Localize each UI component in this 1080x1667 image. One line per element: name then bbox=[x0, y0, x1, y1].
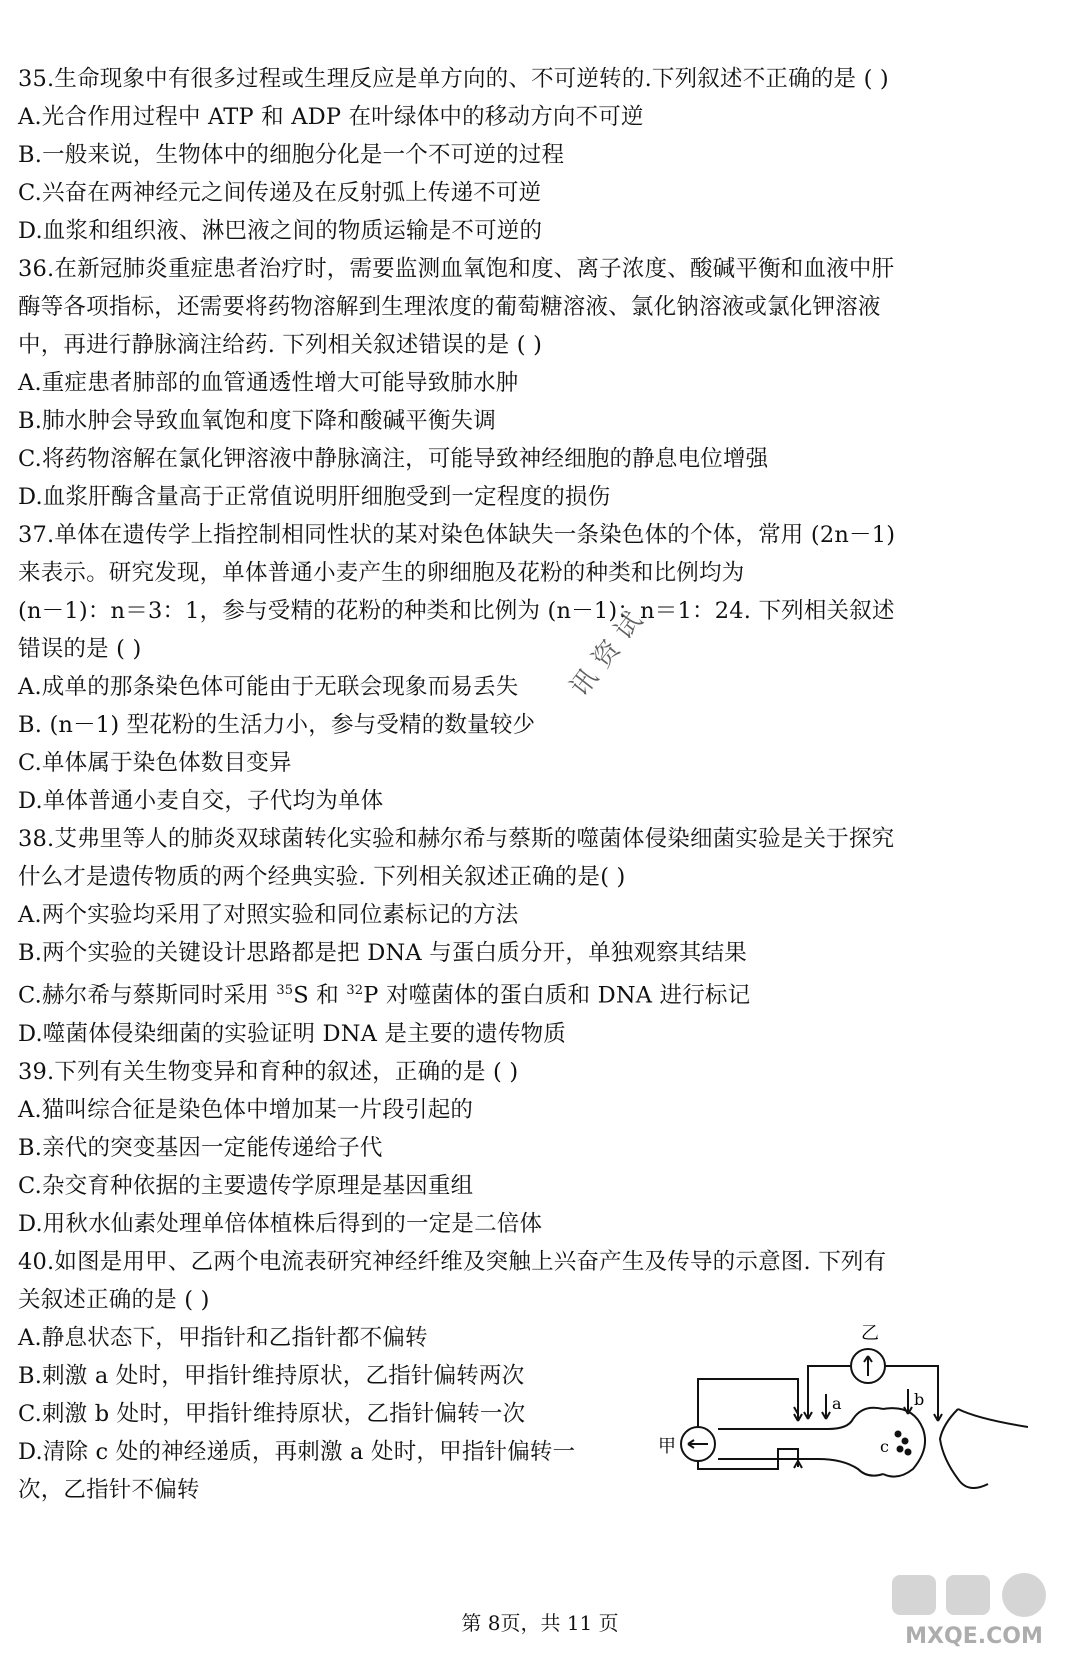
question-38-stem-line-2: 什么才是遗传物质的两个经典实验. 下列相关叙述正确的是( ) bbox=[18, 864, 626, 890]
postsynaptic-membrane bbox=[940, 1409, 988, 1488]
synaptic-vesicle bbox=[897, 1445, 904, 1452]
question-36 bbox=[18, 250, 1058, 516]
question-38-option-c bbox=[18, 972, 1058, 1015]
stimulus-a-arrow-icon bbox=[822, 1394, 830, 1419]
question-38-option-d: D.噬菌体侵染细菌的实验证明 DNA 是主要的遗传物质 bbox=[18, 1020, 567, 1047]
label-yi: 乙 bbox=[861, 1322, 879, 1344]
synaptic-vesicle bbox=[902, 1437, 909, 1444]
question-38-option-c-part-1: C.赫尔希与蔡斯同时采用 bbox=[18, 982, 277, 1009]
question-39-option-d: D.用秋水仙素处理单倍体植株后得到的一定是二倍体 bbox=[18, 1210, 543, 1237]
site-logo-text: MXQE.COM bbox=[905, 1624, 1043, 1649]
stimulus-b-arrow-icon bbox=[904, 1389, 912, 1414]
site-logo bbox=[884, 1571, 1064, 1651]
isotope-phosphorus-mass: 32 bbox=[346, 983, 364, 998]
question-36-option-d: D.血浆肝酶含量高于正常值说明肝细胞受到一定程度的损伤 bbox=[18, 484, 611, 510]
question-40-option-d-line-1: D.清除 c 处的神经递质，再刺激 a 处时，甲指针偏转一 bbox=[18, 1438, 576, 1465]
question-40-option-c: C.刺激 b 处时，甲指针维持原状，乙指针偏转一次 bbox=[18, 1400, 526, 1427]
question-40-options bbox=[18, 1319, 628, 1509]
question-35-option-a: A.光合作用过程中 ATP 和 ADP 在叶绿体中的移动方向不可逆 bbox=[18, 104, 644, 130]
question-36-stem-line-2: 酶等各项指标，还需要将药物溶解到生理浓度的葡萄糖溶液、氯化钠溶液或氯化钾溶液 bbox=[18, 294, 881, 320]
question-37-stem-line-4: 错误的是 ( ) bbox=[18, 636, 142, 662]
question-39 bbox=[18, 1053, 1058, 1243]
question-39-option-b: B.亲代的突变基因一定能传递给子代 bbox=[18, 1134, 383, 1161]
question-35 bbox=[18, 60, 1058, 250]
question-39-option-a: A.猫叫综合征是染色体中增加某一片段引起的 bbox=[18, 1096, 474, 1123]
question-37-stem-line-2: 来表示。研究发现，单体普通小麦产生的卵细胞及花粉的种类和比例均为 bbox=[18, 560, 745, 586]
question-37 bbox=[18, 516, 1058, 820]
label-jia: 甲 bbox=[658, 1435, 676, 1457]
synaptic-vesicle bbox=[895, 1430, 902, 1437]
question-38-option-c-part-3: P 对噬菌体的蛋白质和 DNA 进行标记 bbox=[363, 982, 751, 1009]
question-36-stem-line-3: 中，再进行静脉滴注给药. 下列相关叙述错误的是 ( ) bbox=[18, 332, 543, 358]
isotope-sulfur-mass: 35 bbox=[276, 983, 294, 998]
question-37-option-c: C.单体属于染色体数目变异 bbox=[18, 750, 292, 776]
question-39-stem: 39.下列有关生物变异和育种的叙述，正确的是 ( ) bbox=[18, 1058, 519, 1085]
label-b: b bbox=[914, 1389, 925, 1409]
question-35-stem: 35.生命现象中有很多过程或生理反应是单方向的、不可逆转的.下列叙述不正确的是 ( ) bbox=[18, 66, 889, 92]
question-35-option-d: D.血浆和组织液、淋巴液之间的物质运输是不可逆的 bbox=[18, 218, 543, 244]
exam-page bbox=[18, 60, 1058, 1509]
postsynaptic-upper-edge bbox=[958, 1409, 1028, 1427]
question-39-option-c: C.杂交育种依据的主要遗传学原理是基因重组 bbox=[18, 1172, 474, 1199]
question-40-stem-line-2: 关叙述正确的是 ( ) bbox=[18, 1286, 210, 1313]
question-40-option-d-line-2: 次，乙指针不偏转 bbox=[18, 1476, 200, 1503]
question-37-option-d: D.单体普通小麦自交，子代均为单体 bbox=[18, 788, 384, 814]
question-40 bbox=[18, 1243, 1058, 1509]
question-37-option-a: A.成单的那条染色体可能由于无联会现象而易丢失 bbox=[18, 674, 519, 700]
question-38 bbox=[18, 820, 1058, 1053]
question-35-option-c: C.兴奋在两神经元之间传递及在反射弧上传递不可逆 bbox=[18, 180, 542, 206]
neuron-synapse-diagram bbox=[658, 1309, 1028, 1489]
question-38-option-a: A.两个实验均采用了对照实验和同位素标记的方法 bbox=[18, 902, 519, 928]
page-footer: 第 8页，共 11 页 bbox=[461, 1611, 619, 1635]
question-40-option-a: A.静息状态下，甲指针和乙指针都不偏转 bbox=[18, 1324, 428, 1351]
question-37-option-b: B. (n－1) 型花粉的生活力小，参与受精的数量较少 bbox=[18, 712, 536, 738]
question-40-option-b: B.刺激 a 处时，甲指针维持原状，乙指针偏转两次 bbox=[18, 1362, 525, 1389]
watermark-diagonal-text: 讯资试 bbox=[564, 598, 655, 703]
galvanometer-jia-wire-top bbox=[698, 1379, 798, 1429]
question-36-option-a: A.重症患者肺部的血管通透性增大可能导致肺水肿 bbox=[18, 370, 519, 396]
question-38-option-c-part-2: S 和 bbox=[293, 982, 347, 1009]
question-36-stem-line-1: 36.在新冠肺炎重症患者治疗时，需要监测血氧饱和度、离子浓度、酸碱平衡和血液中肝 bbox=[18, 256, 895, 282]
question-38-stem-line-1: 38.艾弗里等人的肺炎双球菌转化实验和赫尔希与蔡斯的噬菌体侵染细菌实验是关于探究 bbox=[18, 826, 895, 852]
question-35-option-b: B.一般来说，生物体中的细胞分化是一个不可逆的过程 bbox=[18, 142, 565, 168]
question-37-stem-line-1: 37.单体在遗传学上指控制相同性状的某对染色体缺失一条染色体的个体，常用 (2n－1) bbox=[18, 522, 896, 548]
question-36-option-b: B.肺水肿会导致血氧饱和度下降和酸碱平衡失调 bbox=[18, 408, 497, 434]
synaptic-vesicle bbox=[905, 1448, 912, 1455]
question-36-option-c: C.将药物溶解在氯化钾溶液中静脉滴注，可能导致神经细胞的静息电位增强 bbox=[18, 446, 769, 472]
label-c: c bbox=[880, 1436, 889, 1456]
question-38-option-b: B.两个实验的关键设计思路都是把 DNA 与蛋白质分开，单独观察其结果 bbox=[18, 940, 747, 966]
question-37-stem-line-3: (n－1)：n＝3：1，参与受精的花粉的种类和比例为 (n－1)：n＝1：24. 下列相关叙述 bbox=[18, 598, 895, 624]
galvanometer-yi-wire-left bbox=[808, 1366, 851, 1419]
question-40-stem-line-1: 40.如图是用甲、乙两个电流表研究神经纤维及突触上兴奋产生及传导的示意图. 下列有 bbox=[18, 1248, 887, 1275]
label-a: a bbox=[832, 1393, 842, 1413]
